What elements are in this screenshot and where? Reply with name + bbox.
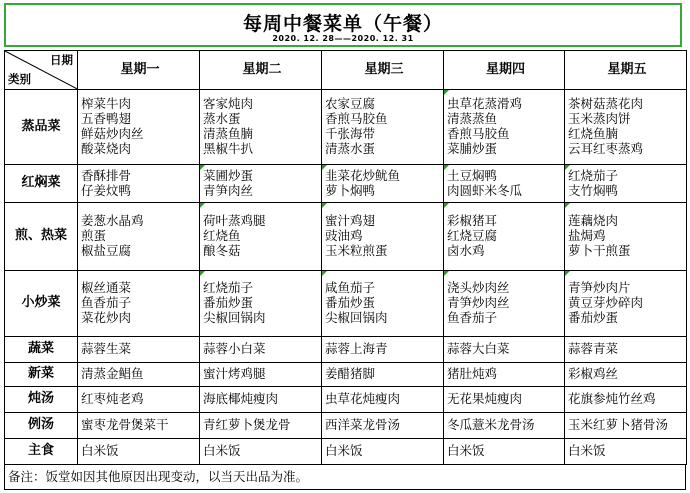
dish-item: 彩椒猪耳 [447,213,498,229]
cell-marker-icon [200,203,205,208]
dish-item: 香酥排骨 [81,167,132,183]
dish-item: 清蒸蒸鱼 [447,111,498,127]
dish-item: 客家炖肉 [203,96,254,112]
corner-date-label: 日期 [50,53,73,67]
dish-cell[interactable] [78,165,200,203]
dish-item: 清蒸鱼腩 [203,126,254,142]
dish-item: 云耳红枣蒸鸡 [568,140,644,156]
cell-marker-icon [565,203,570,208]
dish-cell[interactable] [565,387,687,413]
dish-item: 黑椒牛扒 [203,140,254,156]
dish-cell[interactable] [200,413,322,439]
cell-marker-icon [200,165,205,170]
menu-row [5,270,687,336]
dish-cell[interactable] [322,336,444,362]
dish-cell[interactable] [78,203,200,271]
dish-item: 黄豆芽炒碎肉 [568,294,644,310]
dish-cell[interactable] [322,387,444,413]
dish-item: 肉圆虾米冬瓜 [447,182,523,198]
menu-row [5,336,687,362]
dish-cell[interactable] [78,439,200,465]
dish-item: 青红萝卜煲龙骨 [203,417,291,433]
category-cell[interactable]: 煎、热菜 [5,203,78,271]
dish-item: 番茄炒蛋 [203,294,254,310]
cell-marker-icon [565,165,570,170]
dish-item: 彩椒鸡丝 [568,366,619,382]
category-cell[interactable]: 小炒菜 [5,270,78,336]
dish-item: 蒸水蛋 [203,111,241,127]
dish-cell[interactable] [565,203,687,271]
dish-cell[interactable] [444,89,565,164]
menu-row [5,203,687,271]
category-cell[interactable]: 蒸品菜 [5,89,78,164]
dish-cell[interactable] [444,413,565,439]
cell-marker-icon [322,165,327,170]
dish-cell[interactable] [322,203,444,271]
dish-item: 农家豆腐 [325,96,376,112]
dish-cell[interactable] [200,165,322,203]
menu-table [4,50,687,465]
dish-item: 豉油鸡 [325,228,363,244]
dish-item: 白米饭 [568,443,606,459]
dish-cell[interactable] [322,439,444,465]
dish-item: 红烧茄子 [203,280,254,296]
dish-item: 香煎马胶鱼 [447,126,510,142]
dish-item: 五香鸭翅 [81,111,132,127]
dish-item: 清蒸金鲳鱼 [81,366,144,382]
cell-marker-icon [322,203,327,208]
dish-cell[interactable] [322,89,444,164]
note-cell[interactable]: 备注：饭堂如因其他原因出现变动，以当天出品为准。 [4,465,686,490]
dish-cell[interactable] [200,203,322,271]
category-cell[interactable]: 蔬菜 [5,336,78,362]
dish-item: 红枣炖老鸡 [81,391,144,407]
corner-cell[interactable] [5,51,78,90]
dish-item: 韭菜花炒鱿鱼 [325,167,401,183]
dish-item: 红烧鱼腩 [568,126,619,142]
menu-row [5,89,687,164]
dish-item: 红烧豆腐 [447,228,498,244]
cell-marker-icon [200,271,205,276]
title-cell[interactable] [4,3,682,47]
dish-cell[interactable] [444,439,565,465]
dish-item: 虫草花炖瘦肉 [325,391,401,407]
category-cell[interactable]: 红焖菜 [5,165,78,203]
dish-item: 青笋炒肉片 [568,280,631,296]
dish-item: 土豆焖鸭 [447,167,498,183]
dish-item: 玉米红萝卜猪骨汤 [568,417,669,433]
dish-item: 茶树菇蒸花肉 [568,96,644,112]
dish-cell[interactable] [565,439,687,465]
menu-row [5,387,687,413]
dish-item: 无花果炖瘦肉 [447,391,523,407]
dish-cell[interactable] [322,270,444,336]
dish-item: 白米饭 [447,443,485,459]
dish-item: 菜圃炒蛋 [203,167,254,183]
dish-item: 海底椰炖瘦肉 [203,391,279,407]
dish-item: 清蒸水蛋 [325,140,376,156]
dish-cell[interactable] [565,362,687,387]
cell-marker-icon [444,165,449,170]
dish-cell[interactable] [565,336,687,362]
dish-item: 椒盐豆腐 [81,242,132,258]
dish-item: 浇头炒肉丝 [447,280,510,296]
dish-item: 红烧鱼 [203,228,241,244]
dish-cell[interactable] [444,362,565,387]
dish-cell[interactable] [565,270,687,336]
dish-cell[interactable] [444,387,565,413]
dish-item: 玉米粒煎蛋 [325,242,388,258]
dish-item: 红烧茄子 [568,167,619,183]
dish-item: 萝卜干煎蛋 [568,242,631,258]
dish-item: 蒜蓉青菜 [568,340,619,356]
dish-item: 西洋菜龙骨汤 [325,417,401,433]
dish-item: 蜜汁鸡翅 [325,213,376,229]
dish-item: 榨菜牛肉 [81,96,132,112]
day-header[interactable]: 星期四 [444,51,565,90]
day-header[interactable]: 星期一 [78,51,200,90]
dish-item: 白米饭 [81,443,119,459]
dish-item: 仔姜炆鸭 [81,182,132,198]
category-cell[interactable]: 新菜 [5,362,78,387]
date-range: 2020. 12. 28——2020. 12. 31 [272,34,414,43]
day-header[interactable]: 星期二 [200,51,322,90]
dish-item: 卤水鸡 [447,242,485,258]
dish-item: 番茄炒蛋 [568,309,619,325]
dish-item: 盐焗鸡 [568,228,606,244]
dish-cell[interactable] [322,362,444,387]
dish-item: 姜醋猪脚 [325,366,376,382]
dish-cell[interactable] [200,270,322,336]
dish-cell[interactable] [78,270,200,336]
dish-cell[interactable] [322,165,444,203]
dish-item: 猪肚炖鸡 [447,366,498,382]
dish-item: 支竹焖鸭 [568,182,619,198]
dish-item: 姜葱水晶鸡 [81,213,144,229]
dish-item: 青笋肉丝 [203,182,254,198]
dish-item: 蜜枣龙骨煲菜干 [81,417,169,433]
dish-cell[interactable] [565,165,687,203]
dish-item: 白米饭 [203,443,241,459]
dish-cell[interactable] [78,336,200,362]
dish-item: 蒜蓉生菜 [81,340,132,356]
dish-item: 冬瓜薏米龙骨汤 [447,417,535,433]
dish-cell[interactable] [200,362,322,387]
day-header[interactable]: 星期三 [322,51,444,90]
dish-item: 菜脯炒蛋 [447,140,498,156]
dish-item: 蒜蓉大白菜 [447,340,510,356]
menu-row [5,362,687,387]
dish-item: 煎蛋 [81,228,107,244]
menu-row [5,439,687,465]
dish-cell[interactable] [322,413,444,439]
cell-marker-icon [444,90,449,95]
dish-item: 白米饭 [325,443,363,459]
dish-cell[interactable] [565,413,687,439]
dish-cell[interactable] [444,203,565,271]
dish-cell[interactable] [78,362,200,387]
category-cell[interactable]: 炖汤 [5,387,78,413]
corner-category-label: 类别 [8,72,31,87]
dish-cell[interactable] [78,387,200,413]
dish-item: 鱼香茄子 [81,294,132,310]
dish-cell[interactable] [444,270,565,336]
dish-item: 花旗参炖竹丝鸡 [568,391,656,407]
day-header[interactable]: 星期五 [565,51,687,90]
cell-marker-icon [444,271,449,276]
menu-row [5,165,687,203]
dish-item: 蒜蓉小白菜 [203,340,266,356]
category-cell[interactable]: 例汤 [5,413,78,439]
dish-item: 蜜汁烤鸡腿 [203,366,266,382]
dish-item: 鱼香茄子 [447,309,498,325]
dish-cell[interactable] [565,89,687,164]
dish-item: 番茄炒蛋 [325,294,376,310]
dish-cell[interactable] [444,336,565,362]
category-cell[interactable]: 主食 [5,439,78,465]
dish-item: 莲藕烧肉 [568,213,619,229]
menu-title: 每周中餐菜单（午餐） [242,13,443,35]
dish-cell[interactable] [78,89,200,164]
dish-item: 蒜蓉上海青 [325,340,388,356]
dish-cell[interactable] [78,413,200,439]
cell-marker-icon [565,271,570,276]
dish-item: 青笋炒肉丝 [447,294,510,310]
dish-cell[interactable] [444,165,565,203]
dish-item: 咸鱼茄子 [325,280,376,296]
dish-item: 玉米蒸肉饼 [568,111,631,127]
dish-cell[interactable] [200,387,322,413]
menu-row [5,413,687,439]
dish-item: 菜花炒肉 [81,309,132,325]
header-row [5,51,687,90]
dish-cell[interactable] [200,439,322,465]
dish-item: 酸菜烧肉 [81,140,132,156]
dish-cell[interactable] [200,336,322,362]
dish-item: 酿冬菇 [203,242,241,258]
dish-item: 尖椒回锅肉 [203,309,266,325]
dish-item: 虫草花蒸滑鸡 [447,96,523,112]
cell-marker-icon [322,271,327,276]
dish-item: 香煎马胶鱼 [325,111,388,127]
dish-item: 萝卜焖鸭 [325,182,376,198]
cell-marker-icon [444,203,449,208]
dish-cell[interactable] [200,89,322,164]
dish-item: 千张海带 [325,126,376,142]
dish-item: 荷叶蒸鸡腿 [203,213,266,229]
dish-item: 椒丝通菜 [81,280,132,296]
dish-item: 尖椒回锅肉 [325,309,388,325]
dish-item: 鲜菇炒肉丝 [81,126,144,142]
